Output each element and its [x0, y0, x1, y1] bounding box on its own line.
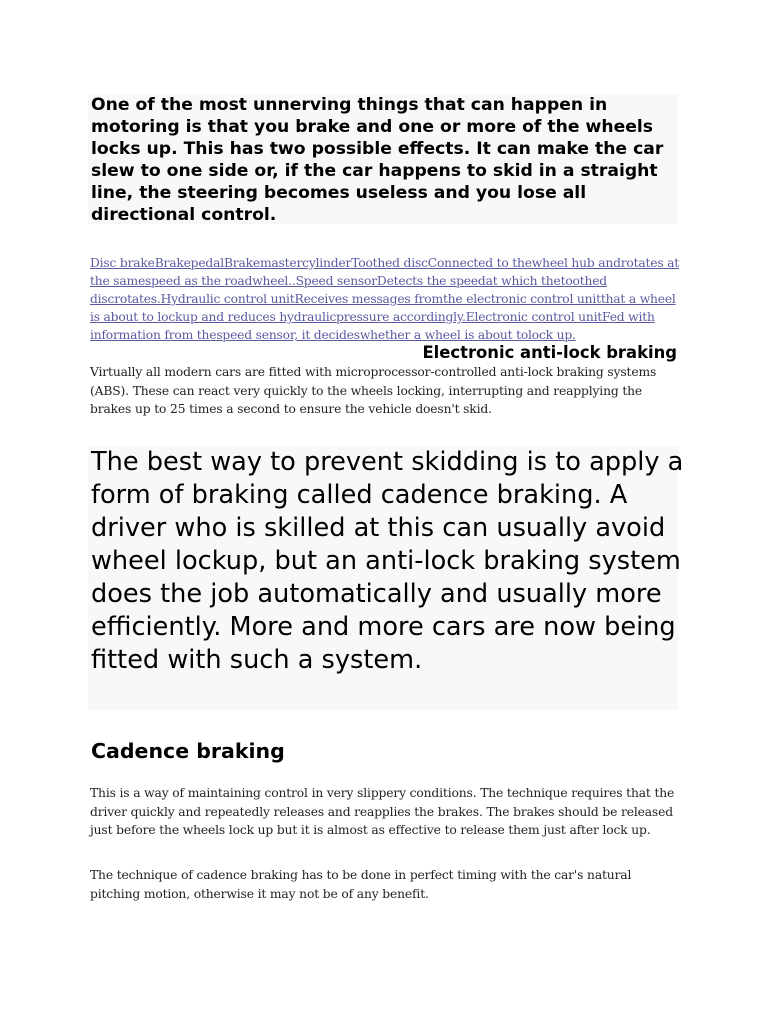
callout-paragraph: The best way to prevent skidding is to apply a form of braking called cadence braking. A driver who is skilled at this can usually avoid wheel lockup, but an anti-lock braking system does the job automatically and usually more efficiently. More and more cars are now being fitted with such a system. — [91, 447, 684, 675]
intro-paragraph: One of the most unnerving things that can happen in motoring is that you brake and one or more of the wheels locks up. This has two possible effects. It can make the car slew to one side or, if the car happens to skid in a straight line, the steering becomes useless and you lose all directional control. — [91, 95, 664, 225]
abs-paragraph: Virtually all modern cars are fitted with microprocessor-controlled anti-lock braking systems (ABS). These can react very quickly to the wheels locking, interrupting and reapplying the brakes up to 25 times a second to ensure the vehicle doesn't skid. — [90, 365, 657, 416]
cadence-paragraph-2: The technique of cadence braking has to be done in perfect timing with the car's natural pitching motion, otherwise it may not be of any benefit. — [90, 868, 632, 901]
diagram-labels-link[interactable]: Disc brakeBrakepedalBrakemastercylinderToothed discConnected to thewheel hub androtates at the samespeed as the roadwheel..Speed sensorDetects the speedat which thetoothed discrotates.Hydraulic control unitReceives messages fromthe electronic control unitthat a wheel is about to lockup and reduces hydraulicpressure accordingly.Electronic control unitFed with information from thespeed sensor, it decideswhether a wheel is about tolock up. — [90, 256, 680, 342]
cadence-paragraph-1: This is a way of maintaining control in very slippery conditions. The technique requires that the driver quickly and repeatedly releases and reapplies the brakes. The brakes should be released just before the wheels lock up but it is almost as effective to release them just after lock up. — [90, 786, 675, 837]
abs-heading: Electronic anti-lock braking — [422, 343, 677, 362]
cadence-heading: Cadence braking — [91, 739, 285, 763]
